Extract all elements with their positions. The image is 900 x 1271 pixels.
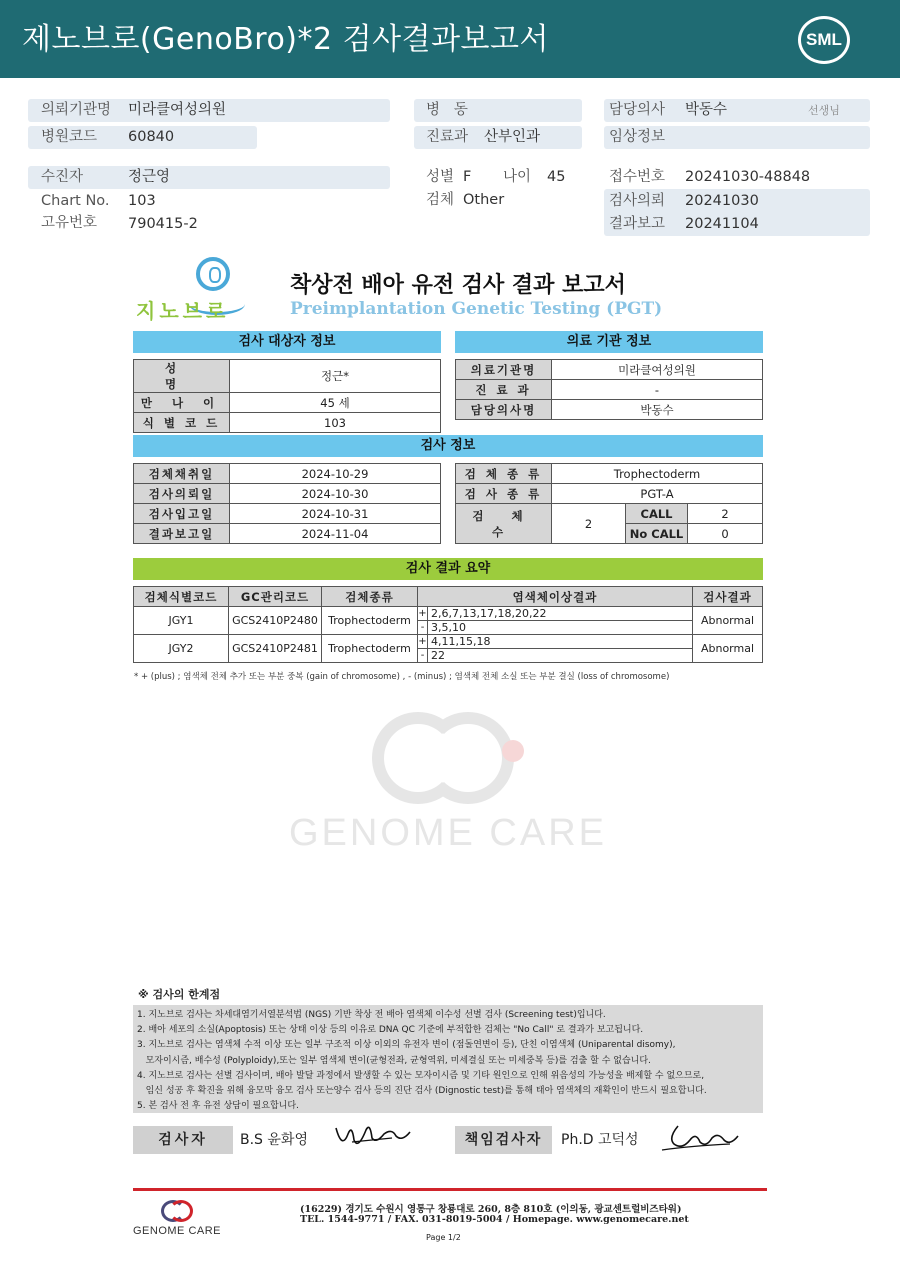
receipt-date-label: 검사입고일 xyxy=(134,504,230,524)
unique-no-label: 고유번호 xyxy=(41,215,98,231)
chart-no-value: 103 xyxy=(128,193,156,209)
limitations-box xyxy=(133,1005,763,1113)
sml-logo xyxy=(798,16,850,64)
age-label: 나이 xyxy=(503,169,532,185)
request-date-value: 20241030 xyxy=(685,193,759,209)
watermark-dot-icon xyxy=(502,740,524,762)
test-specimen-table xyxy=(455,463,763,544)
row1-gc-code: GCS2410P2480 xyxy=(229,607,322,635)
table-header-row xyxy=(134,587,763,607)
footnote: * + (plus) ; 염색체 전체 추가 또는 부분 중복 (gain of chromosome) , - (minus) ; 염색체 전체 소실 또는 부분 결실 (loss of chromosome) xyxy=(134,672,670,682)
table-row xyxy=(456,400,763,420)
limitation-line: 2. 배아 세포의 소실(Apoptosis) 또는 상태 이상 등의 이유로 DNA QC 기준에 부적합한 검체는 "No Call" 로 결과가 보고됩니다. xyxy=(137,1025,644,1036)
row1-id: JGY1 xyxy=(134,607,229,635)
genome-care-logo xyxy=(133,1198,223,1243)
department-label: 진료과 xyxy=(426,129,469,145)
tester-name: B.S 윤화영 xyxy=(240,1132,308,1148)
tester-signature xyxy=(332,1120,414,1154)
table-row xyxy=(456,360,763,380)
institution-label: 의뢰기관명 xyxy=(41,102,112,118)
subject-info-heading: 검사 대상자 정보 xyxy=(133,331,441,353)
responsible-tester-label: 책임검사자 xyxy=(455,1126,552,1154)
report-title: 착상전 배아 유전 검사 결과 보고서 xyxy=(290,273,626,298)
top-bar xyxy=(0,0,900,78)
doctor-name-label: 담당의사명 xyxy=(456,400,552,420)
genome-care-logo-text: GENOME CARE xyxy=(133,1225,222,1237)
footer-address: (16229) 경기도 수원시 영통구 창룡대로 260, 8층 810호 (이의동, 광교센트럴비즈타워) xyxy=(300,1204,682,1215)
report-date-label: 결과보고 xyxy=(609,216,666,232)
doctor-name-value: 박동수 xyxy=(552,400,763,420)
no-call-value: 0 xyxy=(688,524,763,544)
department-value: 산부인과 xyxy=(484,129,541,145)
subject-info-table xyxy=(133,359,441,433)
call-value: 2 xyxy=(688,504,763,524)
hospital-code-value: 60840 xyxy=(128,129,175,145)
report-subtitle: Preimplantation Genetic Testing (PGT) xyxy=(290,299,663,319)
genome-care-watermark xyxy=(272,712,624,862)
specimen-count-value: 2 xyxy=(552,504,626,544)
row2-specimen: Trophectoderm xyxy=(322,635,418,663)
table-row xyxy=(134,504,441,524)
institution-value: 미라클여성의원 xyxy=(128,102,227,118)
report-date-value: 20241104 xyxy=(685,216,759,232)
table-row xyxy=(456,484,763,504)
receipt-date-value: 2024-10-31 xyxy=(230,504,441,524)
no-call-label: No CALL xyxy=(626,524,688,544)
result-summary-heading: 검사 결과 요약 xyxy=(133,558,763,580)
request-date-row-value: 2024-10-30 xyxy=(230,484,441,504)
specimen-type-label: 검 체 종 류 xyxy=(456,464,552,484)
dept-label: 진 료 과 xyxy=(456,380,552,400)
receipt-no-label: 접수번호 xyxy=(609,169,666,185)
specimen-type-value: Trophectoderm xyxy=(552,464,763,484)
request-date-row-label: 검사의뢰일 xyxy=(134,484,230,504)
ward-label: 병 동 xyxy=(426,102,468,118)
col-chromosome: 염색체이상결과 xyxy=(418,587,693,607)
doctor-suffix: 선생님 xyxy=(808,104,840,117)
limitation-line: 임신 성공 후 확진을 위해 융모막 융모 검사 또는양수 검사 등의 진단 검사 (Dignostic test)를 통해 태아 염색체의 재확인이 반드시 필요합니다. xyxy=(137,1086,707,1097)
tester-label: 검사자 xyxy=(133,1126,233,1154)
table-row xyxy=(134,413,441,433)
sml-logo-text: SML xyxy=(806,30,842,49)
limitation-line: 모자이시즘, 배수성 (Polyploidy),또는 일부 염색체 변이(균형전좌, 균형역위, 미세결실 또는 미세중복 등)를 검출 할 수 없습니다. xyxy=(137,1055,651,1066)
sex-value: F xyxy=(463,169,472,185)
row2-minus-chromosomes: 22 xyxy=(428,649,693,663)
clinical-info-label: 임상정보 xyxy=(609,129,666,145)
id-code-value: 103 xyxy=(230,413,441,433)
col-result: 검사결과 xyxy=(693,587,763,607)
test-type-value: PGT-A xyxy=(552,484,763,504)
row2-result: Abnormal xyxy=(693,635,763,663)
row2-gc-code: GCS2410P2481 xyxy=(229,635,322,663)
limitation-line: 4. 지노브로 검사는 선별 검사이며, 배아 발달 과정에서 발생할 수 있는 모자이시즘 및 기타 원인으로 인해 위음성의 가능성을 배제할 수 없으므로, xyxy=(137,1070,705,1081)
limitation-line: 5. 본 검사 전 후 유전 상담이 필요합니다. xyxy=(137,1101,299,1112)
hospital-code-label: 병원코드 xyxy=(41,129,98,145)
limitation-line: 3. 지노브로 검사는 염색체 수적 이상 또는 일부 구조적 이상 이외의 유전자 변이 (점돌연변이 등), 단친 이염색체 (Uniparental disomy), xyxy=(137,1040,676,1051)
request-date-label: 검사의뢰 xyxy=(609,193,666,209)
specimen-label: 검체 xyxy=(426,192,455,208)
table-row xyxy=(456,464,763,484)
report-date-row-value: 2024-11-04 xyxy=(230,524,441,544)
table-row xyxy=(134,393,441,413)
footer-contact: TEL. 1544-9771 / FAX. 031-8019-5004 / Homepage. www.genomecare.net xyxy=(300,1214,689,1225)
row2-id: JGY2 xyxy=(134,635,229,663)
page-number: Page 1/2 xyxy=(426,1233,461,1242)
watermark-text: GENOME CARE xyxy=(288,812,608,854)
col-specimen: 검체종류 xyxy=(322,587,418,607)
responsible-tester-signature xyxy=(660,1120,742,1156)
sex-label: 성별 xyxy=(426,169,455,185)
result-summary-table xyxy=(133,586,763,663)
table-row xyxy=(134,464,441,484)
unique-no-value: 790415-2 xyxy=(128,216,198,232)
row1-minus-chromosomes: 3,5,10 xyxy=(428,621,693,635)
watermark-c-icon xyxy=(422,712,514,804)
table-row xyxy=(134,484,441,504)
test-dates-table xyxy=(133,463,441,544)
specimen-value: Other xyxy=(463,192,505,208)
col-gc-code: GC관리코드 xyxy=(229,587,322,607)
row2-minus-sign: - xyxy=(418,649,428,663)
collection-date-label: 검체채취일 xyxy=(134,464,230,484)
name-label: 성 명 xyxy=(134,360,230,393)
limitation-line: 1. 지노브로 검사는 차세대염기서열분석법 (NGS) 기반 착상 전 배아 염색체 이수성 선별 검사 (Screening test)입니다. xyxy=(137,1010,606,1020)
report-date-row-label: 결과보고일 xyxy=(134,524,230,544)
responsible-tester-name: Ph.D 고덕성 xyxy=(561,1132,639,1148)
patient-label: 수진자 xyxy=(41,169,84,185)
institution-info-table xyxy=(455,359,763,420)
patient-value: 정근영 xyxy=(128,169,171,185)
genobro-logo xyxy=(134,255,249,323)
table-row xyxy=(456,504,763,524)
table-row xyxy=(134,607,763,621)
row1-plus-chromosomes: 2,6,7,13,17,18,20,22 xyxy=(428,607,693,621)
inst-name-label: 의료기관명 xyxy=(456,360,552,380)
row2-plus-chromosomes: 4,11,15,18 xyxy=(428,635,693,649)
document-title: 제노브로(GenoBro)*2 검사결과보고서 xyxy=(22,22,549,57)
row1-specimen: Trophectoderm xyxy=(322,607,418,635)
doctor-label: 담당의사 xyxy=(609,102,666,118)
table-row xyxy=(134,360,441,393)
table-row xyxy=(456,380,763,400)
inst-name-value: 미라클여성의원 xyxy=(552,360,763,380)
chart-no-label: Chart No. xyxy=(41,193,110,209)
dna-icon xyxy=(196,257,230,291)
table-row xyxy=(134,524,441,544)
name-value: 정근* xyxy=(230,360,441,393)
receipt-no-value: 20241030-48848 xyxy=(685,169,811,185)
specimen-count-label: 검 체 수 xyxy=(456,504,552,544)
genobro-logo-text: 지노브로 xyxy=(136,299,230,323)
age-value: 45 xyxy=(547,169,566,185)
age-row-value: 45 세 xyxy=(230,393,441,413)
row1-result: Abnormal xyxy=(693,607,763,635)
doctor-value: 박동수 xyxy=(685,102,728,118)
row1-plus-sign: + xyxy=(418,608,427,619)
footer-divider xyxy=(133,1188,767,1191)
test-type-label: 검 사 종 류 xyxy=(456,484,552,504)
collection-date-value: 2024-10-29 xyxy=(230,464,441,484)
row1-minus-sign: - xyxy=(418,621,428,635)
limitations-title: ※ 검사의 한계점 xyxy=(138,988,221,1001)
dept-value: - xyxy=(552,380,763,400)
call-label: CALL xyxy=(626,504,688,524)
table-row xyxy=(134,635,763,649)
test-info-heading: 검사 정보 xyxy=(133,435,763,457)
genome-care-c-icon xyxy=(169,1200,193,1222)
institution-info-heading: 의료 기관 정보 xyxy=(455,331,763,353)
id-code-label: 식 별 코 드 xyxy=(134,413,230,433)
age-row-label: 만 나 이 xyxy=(134,393,230,413)
col-id: 검체식별코드 xyxy=(134,587,229,607)
row2-plus-sign: + xyxy=(418,636,427,647)
